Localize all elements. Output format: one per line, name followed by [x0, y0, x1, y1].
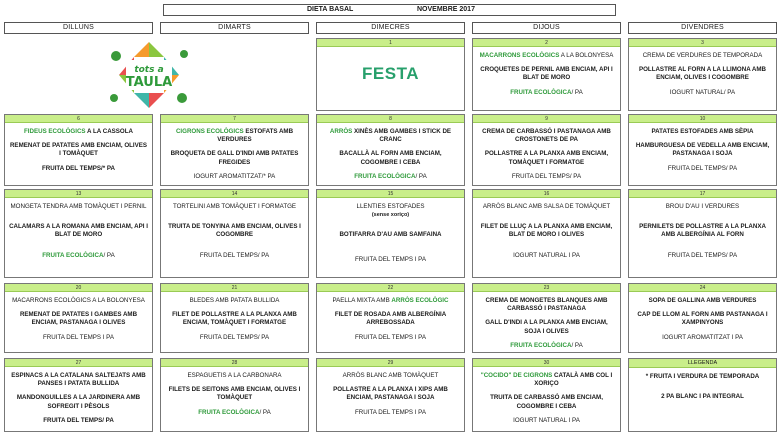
menu-cell-27 [4, 358, 153, 432]
day-header-friday: DIVENDRES [628, 22, 777, 34]
day-number: 15 [317, 190, 464, 198]
second-course: CROQUETES DE PERNIL AMB ENCIAM, API I BLAT DE MORO [480, 66, 613, 82]
day-number: 30 [473, 359, 620, 367]
day-number: 9 [473, 115, 620, 123]
menu-cell-8 [316, 114, 465, 186]
second-course: FILET DE ROSADA AMB ALBERGÍNIA ARREBOSSADA [334, 311, 447, 327]
second-course: HAMBURGUESA DE VEDELLA AMB ENCIAM, PASTANAGA I SOJA [635, 142, 770, 158]
second-course: BROQUETA DE GALL D'INDI AMB PATATES FREGIDES [170, 150, 299, 166]
menu-cell-1 [316, 38, 465, 111]
second-course: REMENAT DE PATATES AMB ENCIAM, OLIVES I TOMÀQUET [9, 142, 148, 158]
day-headers [0, 22, 783, 34]
second-course: FILET DE LLUÇ A LA PLANXA AMB ENCIAM, BLAT DE MORO I OLIVES [480, 223, 613, 239]
menu-cell-24 [628, 283, 777, 353]
day-number: 10 [629, 115, 776, 123]
first-course: SOPA DE GALLINA AMB VERDURES [648, 297, 757, 304]
menu-cell-2 [472, 38, 621, 111]
dessert-eco: FRUITA ECOLÒGICA [510, 88, 572, 96]
title-text: DIETA BASAL [307, 6, 354, 13]
day-number: 3 [629, 39, 776, 47]
dessert: FRUITA DEL TEMPS/ PA [667, 251, 738, 259]
dessert: FRUITA DEL TEMPS/ PA [43, 416, 114, 424]
day-number: 28 [161, 359, 308, 367]
day-number: 22 [317, 284, 464, 292]
dessert: / PA [571, 341, 583, 349]
dessert: IOGURT AROMATITZAT I PA [662, 333, 743, 341]
menu-cell-28 [160, 358, 309, 432]
menu-cell-21 [160, 283, 309, 353]
first-course: MONGETA TENDRA AMB TOMÀQUET I PERNIL [10, 203, 147, 210]
dessert: FRUITA DEL TEMPS I PA [355, 255, 426, 263]
day-number: 7 [161, 115, 308, 123]
day-number: 2 [473, 39, 620, 47]
dessert: / PA [259, 408, 271, 416]
logo-graphic [104, 40, 194, 110]
first-course: TORTELINI AMB TOMÀQUET I FORMATGE [172, 203, 297, 210]
day-number: 16 [473, 190, 620, 198]
first-course: BROU D'AU I VERDURES [665, 203, 740, 210]
menu-cell-10 [628, 114, 777, 186]
day-number: 17 [629, 190, 776, 198]
day-header-thursday: DIJOUS [472, 22, 621, 34]
day-number: 8 [317, 115, 464, 123]
dessert: IOGURT NATURAL/ PA [669, 88, 736, 96]
first-course-eco: CIGRONS ECOLÒGICS [175, 128, 244, 135]
first-course-eco: FIDEUS ECOLÒGICS [24, 128, 86, 135]
festa-label: FESTA [362, 64, 419, 83]
menu-cell-22 [316, 283, 465, 353]
day-number: 6 [5, 115, 152, 123]
second-course: BOTIFARRA D'AU AMB SAMFAINA [339, 231, 442, 239]
first-course-note: (sense xoriço) [371, 212, 410, 219]
day-number: 27 [5, 359, 152, 367]
dessert: FRUITA DEL TEMPS I PA [355, 408, 426, 416]
menu-cell-29 [316, 358, 465, 432]
dessert: FRUITA DEL TEMPS/ PA [199, 251, 270, 259]
menu-cell-9 [472, 114, 621, 186]
first-course: ESPINACS A LA CATALANA SALTEJATS AMB PANSES I PATATA BULLIDA [11, 372, 146, 388]
first-course: XINÈS AMB GAMBES I STICK DE CRANC [352, 128, 452, 144]
legend-title: LLEGENDA [629, 359, 776, 368]
first-course-eco: ARRÒS ECOLÒGIC [391, 297, 449, 304]
first-course: BLEDES AMB PATATA BULLIDA [189, 297, 280, 304]
second-course: CALAMARS A LA ROMANA AMB ENCIAM, API I BLAT DE MORO [9, 223, 148, 239]
second-course: FILETS DE SEITONS AMB ENCIAM, OLIVES I TOMÀQUET [168, 386, 301, 402]
day-number: 29 [317, 359, 464, 367]
dessert-eco: FRUITA ECOLÒGICA [198, 408, 260, 416]
dessert: / PA [103, 251, 115, 259]
day-number: 23 [473, 284, 620, 292]
second-course: PERNILETS DE POLLASTRE A LA PLANXA AMB ALBERGÍNIA AL FORN [639, 223, 766, 239]
day-number: 24 [629, 284, 776, 292]
dessert-eco: FRUITA ECOLÒGICA [42, 251, 104, 259]
first-course: A LA BOLONYESA [559, 52, 614, 59]
first-course: A LA CASSOLA [85, 128, 133, 135]
second-course: BACALLÀ AL FORN AMB ENCIAM, COGOMBRE I CEBA [339, 150, 442, 166]
first-course: ESTOFATS AMB VERDURES [217, 128, 294, 144]
first-course: CREMA DE MONGETES BLANQUES AMB CARBASSÓ I PASTANAGA [485, 297, 608, 313]
menu-cell-7 [160, 114, 309, 186]
menu-cell-3 [628, 38, 777, 111]
first-course-eco: ARRÒS [329, 128, 353, 135]
menu-cell-14 [160, 189, 309, 278]
dessert-eco: FRUITA ECOLÒGICA [354, 172, 416, 180]
second-course: GALL D'INDI A LA PLANXA AMB ENCIAM, SOJA I OLIVES [485, 319, 608, 335]
first-course: ARRÒS BLANC AMB SALSA DE TOMÀQUET [482, 203, 611, 210]
first-course-eco: "COCIDO" DE CIGRONS [480, 372, 553, 379]
first-course: ARRÒS BLANC AMB TOMÀQUET [342, 372, 439, 379]
day-header-wednesday: DIMECRES [316, 22, 465, 34]
second-course: FILET DE POLLASTRE A LA PLANXA AMB ENCIAM, TOMÀQUET I FORMATGE [172, 311, 297, 327]
second-course: POLLASTRE A LA PLANXA I XIPS AMB ENCIAM, PASTANAGA I SOJA [333, 386, 448, 402]
first-course: PAELLA MIXTA AMB [332, 297, 392, 304]
day-header-monday: DILLUNS [4, 22, 153, 34]
day-number: 20 [5, 284, 152, 292]
second-course: CAP DE LLOM AL FORN AMB PASTANAGA I XAMPINYONS [637, 311, 768, 327]
dessert: FRUITA DEL TEMPS/ PA [199, 333, 270, 341]
page-title [163, 4, 616, 16]
menu-cell-30 [472, 358, 621, 432]
second-course: POLLASTRE AL FORN A LA LLIMONA AMB ENCIAM, OLIVES I COGOMBRE [638, 66, 767, 82]
first-course: CATALÀ AMB COL I XORIÇO [534, 372, 613, 388]
dessert: FRUITA DEL TEMPS I PA [355, 333, 426, 341]
dessert: FRUITA DEL TEMPS/* PA [42, 164, 115, 172]
menu-cell-15 [316, 189, 465, 278]
menu-cell-20 [4, 283, 153, 353]
second-course: MANDONGUILLES A LA JARDINERA AMB SOFREGIT I PÈSOLS [16, 394, 141, 410]
first-course: CREMA DE CARBASSÓ I PASTANAGA AMB CROSTONETS DE PA [482, 128, 611, 144]
dessert: / PA [415, 172, 427, 180]
dessert: IOGURT NATURAL I PA [513, 416, 580, 424]
dessert: FRUITA DEL TEMPS I PA [43, 333, 114, 341]
first-course: CREMA DE VERDURES DE TEMPORADA [642, 52, 763, 59]
day-number: 13 [5, 190, 152, 198]
day-number: 1 [317, 39, 464, 47]
first-course: ESPAGUETIS A LA CARBONARA [187, 372, 282, 379]
day-header-tuesday: DIMARTS [160, 22, 309, 34]
first-course: MACARRONS ECOLÒGICS A LA BOLONYESA [12, 297, 145, 304]
menu-cell-16 [472, 189, 621, 278]
dessert: FRUITA DEL TEMPS/ PA [667, 164, 738, 172]
second-course: POLLASTRE A LA PLANXA AMB ENCIAM, TOMÀQUET I FORMATGE [484, 150, 609, 166]
day-number: 14 [161, 190, 308, 198]
first-course-eco: MACARRONS ECOLÒGICS [479, 52, 560, 59]
second-course: TRUITA DE CARBASSÓ AMB ENCIAM, COGOMBRE I CEBA [490, 394, 603, 410]
dessert: IOGURT AROMATITZAT/* PA [193, 172, 276, 180]
menu-cell-23 [472, 283, 621, 353]
day-number: 21 [161, 284, 308, 292]
month-text: NOVEMBRE 2017 [417, 6, 475, 13]
menu-cell-13 [4, 189, 153, 278]
first-course: PATATES ESTOFADES AMB SÈPIA [651, 128, 754, 135]
legend-box [628, 358, 777, 432]
legend-item-seasonal: * FRUITA I VERDURA DE TEMPORADA [645, 373, 760, 380]
menu-cell-17 [628, 189, 777, 278]
first-course: LLENTIES ESTOFADES [356, 203, 425, 210]
logo-line1: tots a [134, 65, 164, 75]
second-course: REMENAT DE PATATES I GAMBES AMB ENCIAM, PASTANAGA I OLIVES [19, 311, 138, 327]
dessert: IOGURT NATURAL I PA [513, 251, 580, 259]
dessert-eco: FRUITA ECOLÒGICA [510, 341, 572, 349]
legend-item-bread: 2 PA BLANC I PA INTEGRAL [661, 393, 744, 401]
menu-cell-6 [4, 114, 153, 186]
logo-line2: TAULA [125, 75, 173, 90]
second-course: TRUITA DE TONYINA AMB ENCIAM, OLIVES I COGOMBRE [168, 223, 301, 239]
tots-a-taula-logo [104, 40, 194, 110]
dessert: FRUITA DEL TEMPS/ PA [511, 172, 582, 180]
title-row [0, 4, 783, 16]
dessert: / PA [571, 88, 583, 96]
